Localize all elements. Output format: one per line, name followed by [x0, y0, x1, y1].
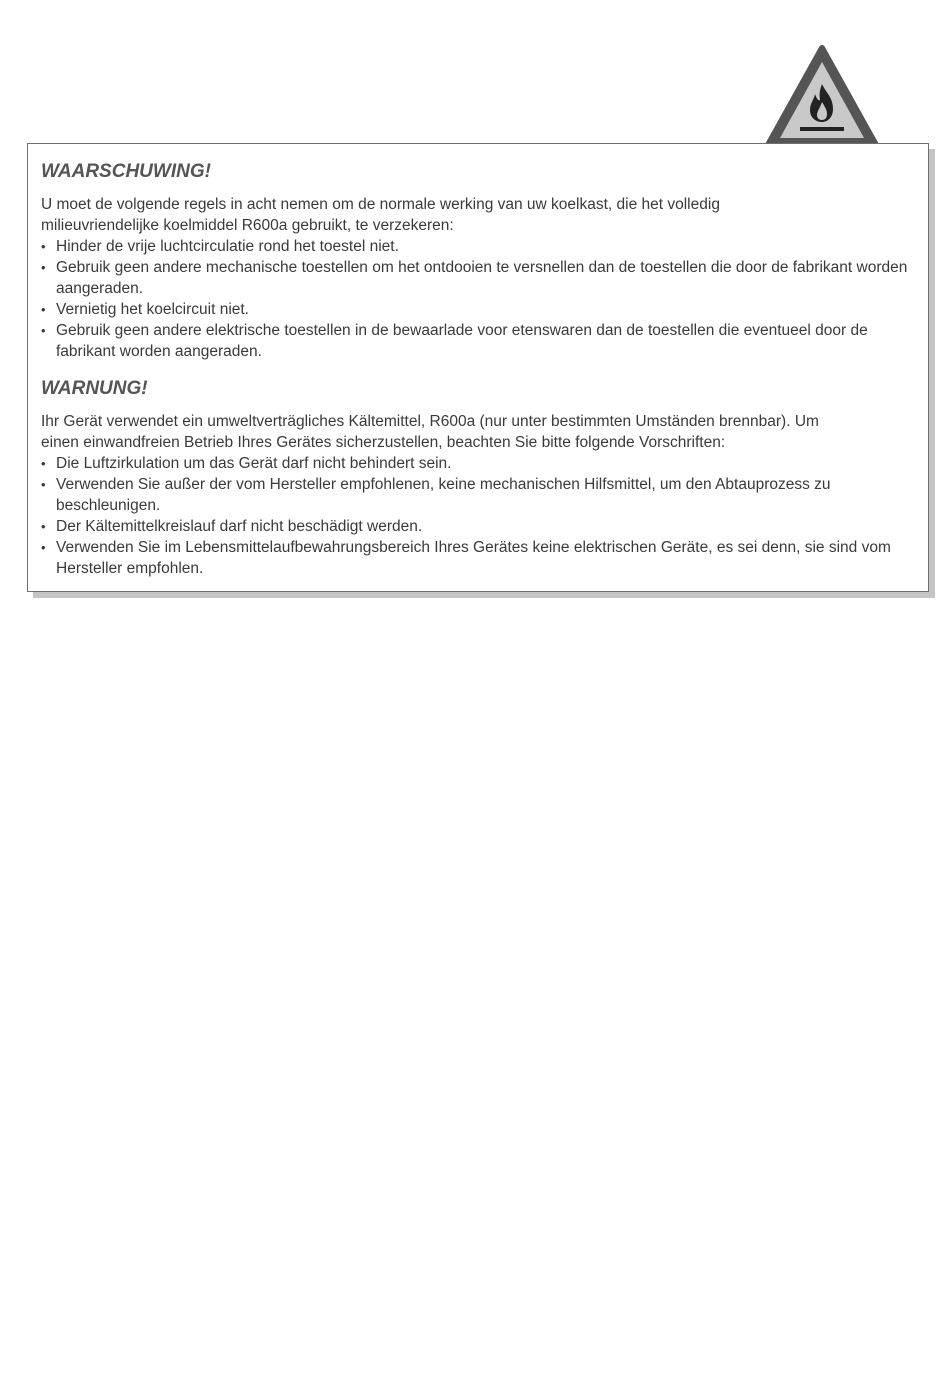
flammable-warning-icon: [764, 44, 880, 148]
list-item: • Verwenden Sie außer der vom Hersteller empfohlenen, keine mechanischen Hilfsmittel, um den Abtauprozess zu beschleunigen.: [41, 474, 914, 516]
german-warning-heading: WARNUNG!: [41, 378, 148, 399]
list-item: • Hinder de vrije luchtcirculatie rond het toestel niet.: [41, 236, 914, 257]
dutch-intro: [41, 194, 914, 236]
german-intro-line: Ihr Gerät verwendet ein umweltverträgliches Kältemittel, R600a (nur unter bestimmten Umständen brennbar). Um: [41, 413, 819, 430]
list-item: • Gebruik geen andere elektrische toestellen in de bewaarlade voor etenswaren dan de toestellen die eventueel door de fabrikant worden aangeraden.: [41, 320, 914, 362]
list-item: • Der Kältemittelkreislauf darf nicht beschädigt werden.: [41, 516, 914, 537]
list-item: • Vernietig het koelcircuit niet.: [41, 299, 914, 320]
dutch-intro-line: U moet de volgende regels in acht nemen om de normale werking van uw koelkast, die het volledig: [41, 196, 720, 213]
dutch-rules-list: [41, 236, 914, 362]
german-intro: [41, 411, 914, 453]
dutch-warning-heading: WAARSCHUWING!: [41, 161, 211, 182]
dutch-warning-section: [41, 160, 914, 362]
dutch-intro-line: milieuvriendelijke koelmiddel R600a gebruikt, te verzekeren:: [41, 217, 454, 234]
german-rules-list: [41, 453, 914, 579]
refrigerant-warning-box: [27, 143, 929, 592]
german-warning-section: [41, 377, 914, 579]
list-item: • Gebruik geen andere mechanische toestellen om het ontdooien te versnellen dan de toestellen die door de fabrikant worden aangeraden.: [41, 257, 914, 299]
list-item: • Die Luftzirkulation um das Gerät darf nicht behindert sein.: [41, 453, 914, 474]
list-item: • Verwenden Sie im Lebensmittelaufbewahrungsbereich Ihres Gerätes keine elektrischen Geräte, es sei denn, sie sind vom Hersteller empfohlen.: [41, 537, 914, 579]
german-intro-line: einen einwandfreien Betrieb Ihres Gerätes sicherzustellen, beachten Sie bitte folgende Vorschriften:: [41, 434, 726, 451]
